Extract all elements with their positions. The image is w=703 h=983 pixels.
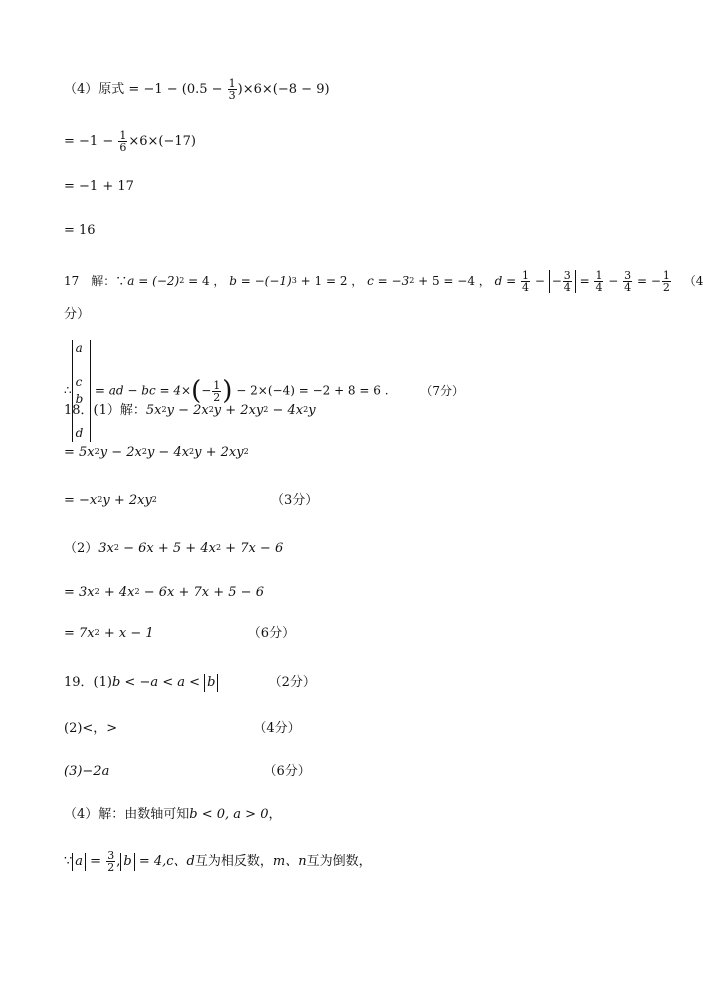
- expr-text: 互为相反数，: [194, 854, 273, 869]
- problem-4-line-4: [64, 222, 96, 240]
- expr-c: c = −3: [367, 274, 410, 288]
- score-label: （6分）: [247, 626, 296, 641]
- exponent: 2: [94, 587, 100, 596]
- expr-text: = 4 ，: [184, 274, 226, 288]
- numerator: 1: [522, 269, 530, 282]
- term: y + 2xy: [194, 445, 244, 460]
- term: + x − 1: [99, 626, 154, 641]
- expr-text: = 16: [64, 223, 96, 238]
- term: + 7x − 6: [221, 541, 284, 556]
- absolute-value: b: [120, 853, 134, 871]
- det-b: b: [75, 392, 84, 406]
- paren-open: (: [191, 376, 202, 406]
- fraction: [228, 78, 237, 101]
- expr-text: m、n: [272, 854, 307, 869]
- problem-17-line-1: [64, 270, 703, 293]
- expr-text: = −: [633, 274, 661, 288]
- absolute-value: a: [72, 853, 86, 871]
- fraction: [521, 270, 530, 293]
- problem-19-line-3: [64, 763, 311, 781]
- score-label: （6分）: [263, 764, 311, 779]
- expr-text: − 2×(−4) = −2 + 8 = 6 .: [232, 383, 389, 398]
- problem-17-label: 17 解：: [64, 274, 116, 288]
- expr-text: −: [531, 274, 549, 288]
- exponent: 2: [113, 543, 119, 552]
- term: + 4x: [99, 585, 135, 600]
- fraction: [212, 380, 221, 403]
- det-c: c: [75, 375, 83, 389]
- fraction: [662, 270, 671, 293]
- exponent: 2: [134, 587, 140, 596]
- expr-text: = ad − bc = 4×: [91, 383, 192, 398]
- exponent: 3: [291, 276, 297, 285]
- det-a: a: [75, 341, 83, 355]
- problem-18-part2-line-1: [64, 540, 283, 559]
- det-row-1: [76, 340, 87, 391]
- expr-text: b < −a < a <: [111, 675, 205, 690]
- denominator: 4: [563, 281, 571, 294]
- exponent: 2: [303, 405, 309, 414]
- term: y − 2x: [166, 403, 209, 418]
- exponent: 2: [263, 405, 269, 414]
- problem-17-det-line: ∴ a c b d = ad − bc = 4×(− $\frac{1}{2}$ ) − 2×(−4) = −2 + 8 = 6 . （7分）: [64, 341, 464, 440]
- problem-19-line-2: [64, 720, 301, 738]
- term: = −x: [64, 493, 98, 508]
- because-symbol: ∵: [64, 854, 73, 869]
- exponent: 2: [243, 447, 249, 456]
- numerator: 1: [662, 269, 670, 282]
- term: y + 2xy: [213, 403, 264, 418]
- term: = 5x: [64, 445, 95, 460]
- problem-4-line-3: [64, 178, 134, 196]
- expr-b: b = −(−1): [229, 274, 292, 288]
- exponent: 2: [141, 447, 147, 456]
- because-symbol: ∵: [115, 274, 128, 288]
- problem-18-part2-line-2: [64, 584, 264, 603]
- expr-text: 互为倒数，: [306, 854, 372, 869]
- part-label: (3)−2a: [64, 764, 110, 779]
- absolute-value: − $\frac{3}{4}$: [549, 270, 576, 293]
- exponent: 2: [94, 628, 100, 637]
- exponent: 2: [161, 405, 167, 414]
- exponent: 2: [409, 276, 415, 285]
- problem-18-part2-line-3: [64, 625, 295, 644]
- problem-19-line-5: ∵ a = $\frac{3}{2}$ , b = 4,c、d互为相反数，m、n互为倒数，: [64, 849, 372, 874]
- punct: ，: [268, 807, 282, 822]
- expr-text: ×6×(−17): [128, 134, 196, 149]
- denominator: 3: [228, 89, 236, 102]
- numerator: 1: [213, 378, 221, 392]
- numerator: 1: [119, 129, 127, 142]
- exponent: 2: [208, 405, 214, 414]
- fraction: [594, 270, 603, 293]
- exponent: 2: [151, 495, 157, 504]
- part-label: (2)<，>: [64, 721, 118, 736]
- denominator: 4: [624, 281, 632, 294]
- exponent: 2: [94, 447, 100, 456]
- term: = 3x: [64, 585, 95, 600]
- problem-19-label: 19．(1): [64, 675, 112, 690]
- problem-19-line-4: [64, 806, 282, 824]
- denominator: 4: [595, 281, 603, 294]
- problem-4-label: （4）原式: [64, 82, 125, 97]
- expr-text: =: [86, 854, 106, 869]
- denominator: 2: [662, 281, 670, 294]
- expr-text: = −1 − (0.5 −: [124, 82, 227, 97]
- term: y + 2xy: [102, 493, 152, 508]
- term: − 6x + 5 + 4x: [118, 541, 216, 556]
- score-label: 分）: [64, 307, 91, 322]
- fraction: [623, 270, 632, 293]
- problem-17-line-2: [64, 306, 90, 324]
- problem-19-line-1: [64, 674, 316, 692]
- term: 5x: [145, 403, 162, 418]
- exponent: 2: [97, 495, 103, 504]
- denominator: 2: [213, 390, 221, 404]
- term: y − 2x: [99, 445, 142, 460]
- det-d: d: [75, 426, 84, 440]
- score-label: （4: [683, 274, 703, 288]
- expr-d: d =: [494, 274, 521, 288]
- term: − 6x + 7x + 5 − 6: [139, 585, 264, 600]
- expr-text: −: [604, 274, 623, 288]
- term: y − 4x: [146, 445, 190, 460]
- expr-text: + 1 = 2 ，: [296, 274, 364, 288]
- denominator: 6: [119, 141, 127, 154]
- exponent: 2: [215, 543, 222, 552]
- problem-18-label: 18．(1）解：: [64, 403, 146, 418]
- denominator: 2: [107, 861, 115, 874]
- therefore-symbol: ∴: [64, 383, 72, 398]
- numerator: 1: [595, 269, 603, 282]
- term: 3x: [98, 541, 114, 556]
- term: − 4x: [268, 403, 304, 418]
- exponent: 2: [189, 447, 195, 456]
- term: y: [308, 403, 316, 418]
- expr-text: = 4,c、d: [134, 854, 195, 869]
- score-label: （7分）: [420, 383, 464, 398]
- problem-18-line-2: [64, 444, 249, 463]
- expr-text: =: [575, 274, 594, 288]
- fraction: [106, 850, 115, 873]
- score-label: （3分）: [271, 493, 319, 508]
- expr-text: b < 0, a > 0: [189, 807, 269, 822]
- problem-18-line-3: [64, 492, 318, 511]
- score-label: （2分）: [268, 675, 316, 690]
- fraction: [118, 130, 127, 153]
- part-label: （2）: [64, 541, 99, 556]
- expr-a: a = (−2): [127, 274, 180, 288]
- expr-text: = −1 −: [64, 134, 118, 149]
- numerator: 1: [228, 77, 236, 90]
- problem-4-line-2: [64, 130, 196, 153]
- fraction: [563, 270, 572, 293]
- problem-18-line-1: [64, 402, 316, 421]
- denominator: 4: [522, 281, 530, 294]
- score-label: （4分）: [253, 721, 301, 736]
- exponent: 2: [179, 276, 185, 285]
- numerator: 3: [107, 849, 115, 862]
- determinant: [72, 340, 91, 442]
- expr-text: )×6×(−8 − 9): [237, 82, 330, 97]
- absolute-value: b: [204, 674, 218, 692]
- expr-text: = −1 + 17: [64, 179, 134, 194]
- part-label: （4）解：由数轴可知: [64, 807, 190, 822]
- expr-text: + 5 = −4 ，: [414, 274, 491, 288]
- term: = 7x: [64, 626, 95, 641]
- paren-close: ): [222, 376, 233, 406]
- numerator: 3: [563, 269, 571, 282]
- numerator: 3: [624, 269, 632, 282]
- problem-4-line-1: [64, 78, 330, 101]
